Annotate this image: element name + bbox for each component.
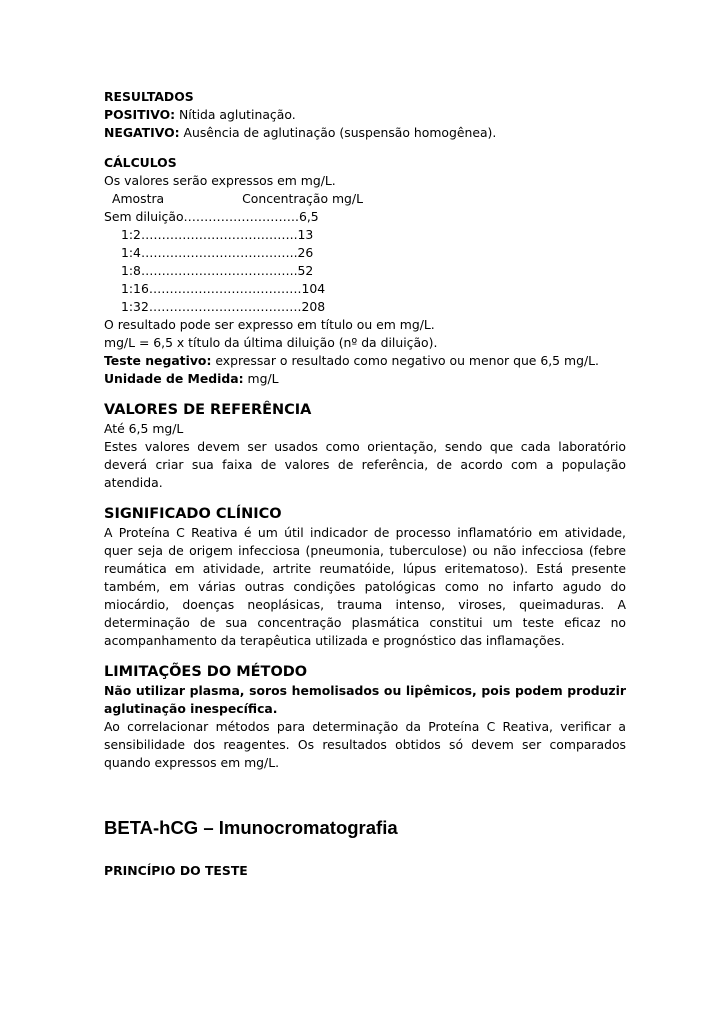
calculos-intro: Os valores serão expressos em mg/L.: [104, 173, 336, 188]
dilution-row: 1:32……………………………….208: [121, 299, 326, 314]
negativo-line: [104, 124, 626, 142]
unidade-text: mg/L: [243, 371, 279, 386]
dilution-row: 1:16……………………………….104: [121, 281, 326, 296]
dilution-row: 1:8………………………………..52: [121, 263, 314, 278]
dilution-row: Sem diluição……………………….6,5: [104, 209, 319, 224]
col-amostra: Amostra: [112, 191, 165, 206]
calculos-line-2: mg/L = 6,5 x título da última diluição (nº da diluição).: [104, 335, 438, 350]
dilution-row: 1:2………………………………..13: [121, 227, 314, 242]
unidade-line: [104, 370, 626, 388]
calculos-heading: CÁLCULOS: [104, 155, 177, 170]
referencia-text: Estes valores devem ser usados como orientação, sendo que cada laboratório deverá criar sua faixa de valores de referência, de acordo com a população atendida.: [104, 439, 626, 490]
positivo-label: POSITIVO:: [104, 107, 176, 122]
limitacoes-heading: LIMITAÇÕES DO MÉTODO: [104, 664, 308, 680]
negativo-text: Ausência de aglutinação (suspensão homogênea).: [179, 125, 497, 140]
negativo-label: NEGATIVO:: [104, 125, 180, 140]
principio-heading: PRINCÍPIO DO TESTE: [104, 863, 248, 878]
teste-negativo-label: Teste negativo:: [104, 353, 212, 368]
referencia-heading: VALORES DE REFERÊNCIA: [104, 402, 312, 418]
significado-heading: SIGNIFICADO CLÍNICO: [104, 506, 282, 522]
referencia-value: Até 6,5 mg/L: [104, 421, 184, 436]
positivo-line: [104, 106, 626, 124]
resultados-heading: RESULTADOS: [104, 89, 194, 104]
col-concentracao: Concentração mg/L: [242, 191, 363, 206]
teste-negativo-text: expressar o resultado como negativo ou menor que 6,5 mg/L.: [211, 353, 599, 368]
positivo-text: Nítida aglutinação.: [175, 107, 296, 122]
teste-negativo-line: [104, 352, 626, 370]
significado-text: A Proteína C Reativa é um útil indicador de processo inflamatório em atividade, quer seja de origem infecciosa (pneumonia, tuberculose) ou não infecciosa (febre reumática em atividade, artrite reumatóide, lúpus eritematoso). Está presente também, em várias outras condições patológicas como no infarto agudo do miocárdio, doenças neoplásicas, trauma intenso, viroses, queimaduras. A determinação de sua concentração plasmática constitui um teste eficaz no acompanhamento da terapêutica utilizada e prognóstico das inflamações.: [104, 525, 626, 648]
dilution-table-header: [104, 190, 626, 208]
calculos-line-1: O resultado pode ser expresso em título ou em mg/L.: [104, 317, 435, 332]
dilution-row: 1:4………………………………..26: [121, 245, 314, 260]
unidade-label: Unidade de Medida:: [104, 371, 244, 386]
limitacoes-warning: Não utilizar plasma, soros hemolisados ou lipêmicos, pois podem produzir aglutinação inespecífica.: [104, 683, 626, 716]
beta-hcg-title: BETA-hCG – Imunocromatografia: [104, 817, 398, 838]
limitacoes-text: Ao correlacionar métodos para determinação da Proteína C Reativa, verificar a sensibilidade dos reagentes. Os resultados obtidos só devem ser comparados quando expressos em mg/L.: [104, 719, 626, 770]
document-page: [104, 88, 626, 880]
